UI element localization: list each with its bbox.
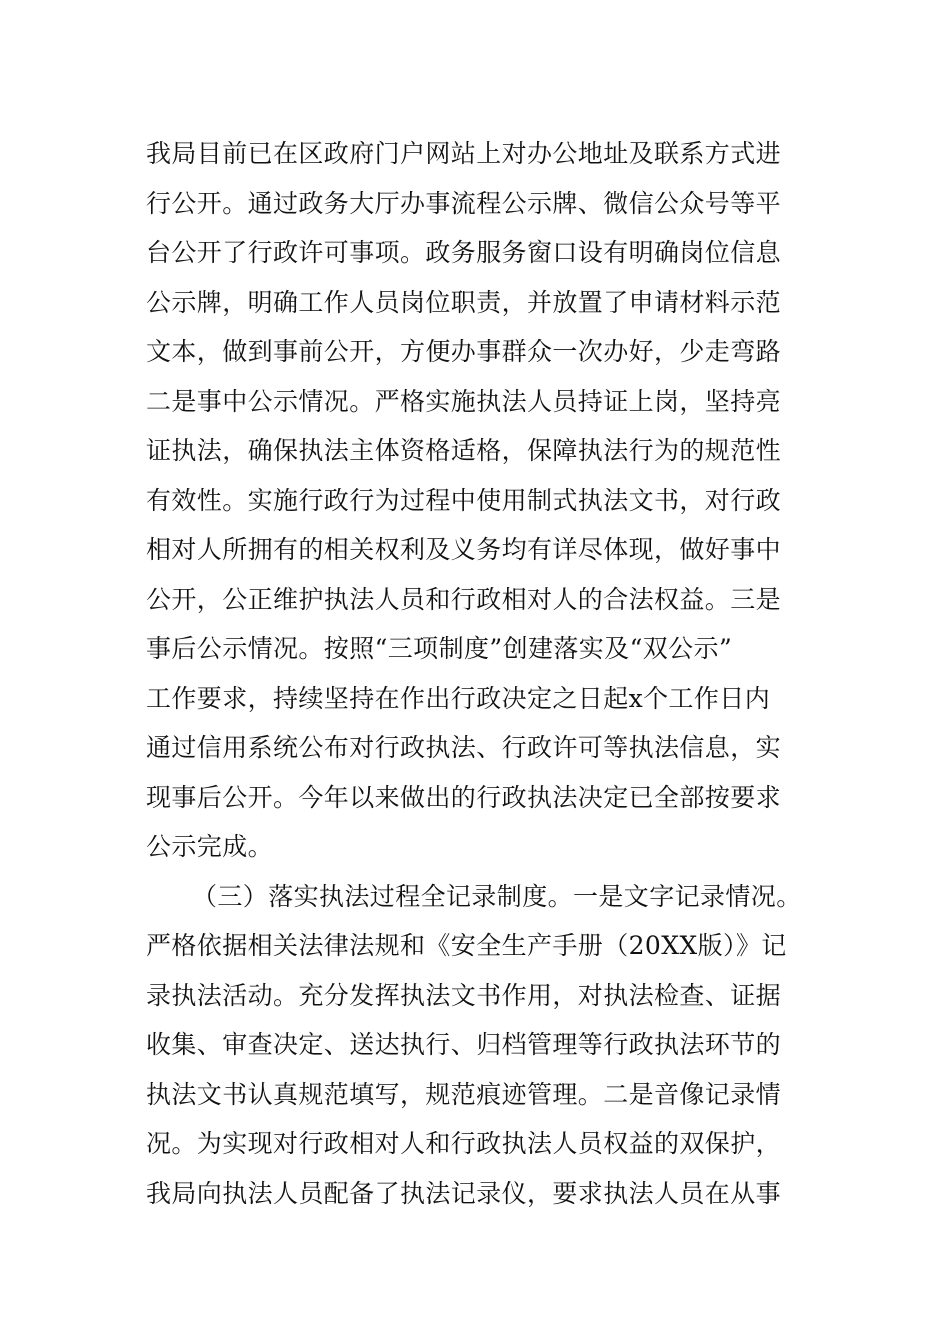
- text-line: 现事后公开。今年以来做出的行政执法决定已全部按要求: [146, 782, 782, 812]
- text-line: 录执法活动。充分发挥执法文书作用，对执法检查、证据: [146, 980, 782, 1010]
- text-line: 事后公示情况。按照“三项制度”创建落实及“双公示”: [146, 634, 733, 663]
- text-line: 收集、审查决定、送达执行、归档管理等行政执法环节的: [146, 1030, 782, 1059]
- text-line: 执法文书认真规范填写，规范痕迹管理。二是音像记录情: [146, 1079, 782, 1109]
- text-line: 我局目前已在区政府门户网站上对办公地址及联系方式进: [146, 139, 782, 168]
- text-line: 行公开。通过政务大厅办事流程公示牌、微信公众号等平: [146, 188, 782, 218]
- text-line: 证执法，确保执法主体资格适格，保障执法行为的规范性: [146, 436, 782, 465]
- text-line: 我局向执法人员配备了执法记录仪，要求执法人员在从事: [146, 1178, 782, 1208]
- paragraph-heading-line: （三）落实执法过程全记录制度。一是文字记录情况。: [192, 881, 802, 911]
- text-line: 二是事中公示情况。严格实施执法人员持证上岗，坚持亮: [146, 386, 782, 416]
- text-line: 台公开了行政许可事项。政务服务窗口设有明确岗位信息: [146, 238, 782, 267]
- text-line: 严格依据相关法律法规和《安全生产手册（20XX版）》记: [146, 931, 787, 960]
- text-line: 公示牌，明确工作人员岗位职责，并放置了申请材料示范: [146, 287, 782, 317]
- text-line: 文本，做到事前公开，方便办事群众一次办好，少走弯路: [146, 337, 782, 366]
- text-line: 况。为实现对行政相对人和行政执法人员权益的双保护，: [146, 1129, 782, 1158]
- text-line: 公开，公正维护执法人员和行政相对人的合法权益。三是: [146, 584, 782, 614]
- text-line: 公示完成。: [146, 832, 274, 861]
- text-line: 工作要求，持续坚持在作出行政决定之日起x个工作日内: [146, 683, 771, 713]
- text-line: 通过信用系统公布对行政执法、行政许可等执法信息，实: [146, 733, 782, 762]
- text-line: 有效性。实施行政行为过程中使用制式执法文书，对行政: [146, 485, 782, 515]
- text-line: 相对人所拥有的相关权利及义务均有详尽体现，做好事中: [146, 535, 782, 564]
- document-body: [146, 129, 816, 1218]
